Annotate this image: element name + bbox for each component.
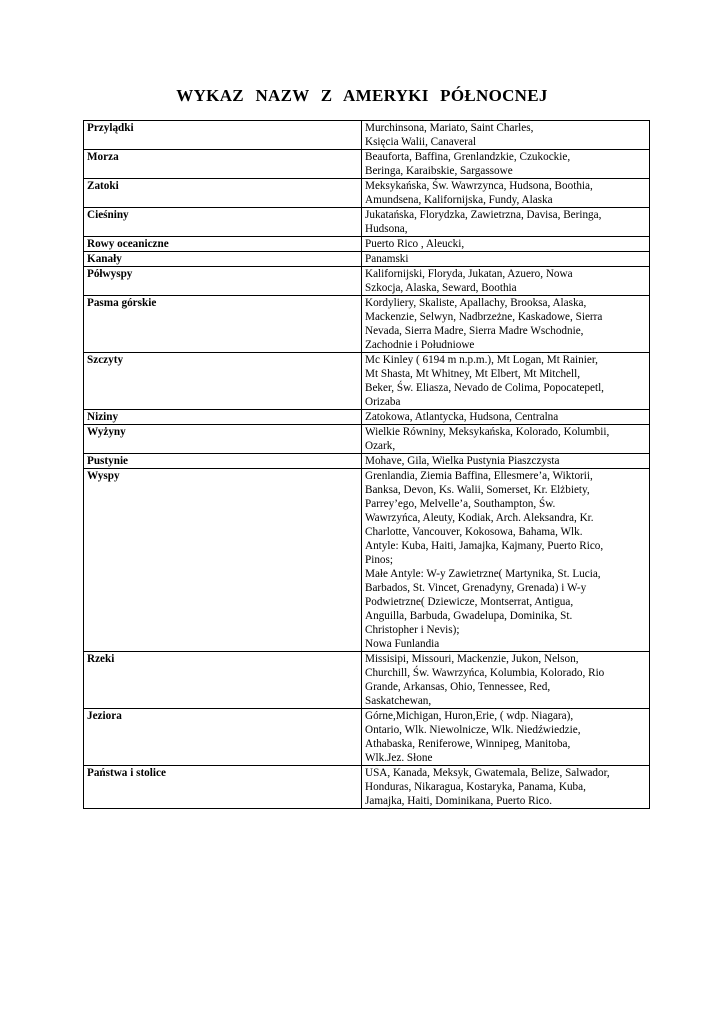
category-cell: Rzeki [84, 652, 362, 709]
names-line: Beker, Św. Eliasza, Nevado de Colima, Popocatepetl, [365, 382, 604, 394]
table-row [84, 296, 650, 353]
names-cell [362, 208, 650, 237]
names-line: Górne,Michigan, Huron,Erie, ( wdp. Niagara), [365, 710, 574, 722]
table-row [84, 237, 650, 252]
names-cell [362, 410, 650, 425]
names-line: Puerto Rico , Aleucki, [365, 238, 465, 250]
names-cell [362, 237, 650, 252]
table-row [84, 252, 650, 267]
names-line: Beauforta, Baffina, Grenlandzkie, Czukockie, [365, 151, 571, 163]
table-row [84, 353, 650, 410]
names-cell [362, 296, 650, 353]
category-cell: Półwyspy [84, 267, 362, 296]
names-line: Grande, Arkansas, Ohio, Tennessee, Red, [365, 681, 551, 693]
names-line: Mohave, Gila, Wielka Pustynia Piaszczysta [365, 455, 560, 467]
names-line: Honduras, Nikaragua, Kostaryka, Panama, Kuba, [365, 781, 586, 793]
table-row [84, 709, 650, 766]
table-row [84, 150, 650, 179]
category-cell: Jeziora [84, 709, 362, 766]
table-row [84, 454, 650, 469]
names-line: Panamski [365, 253, 409, 265]
names-cell [362, 121, 650, 150]
names-line: Banksa, Devon, Ks. Walii, Somerset, Kr. Elżbiety, [365, 484, 590, 496]
table-row [84, 179, 650, 208]
names-line: Hudsona, [365, 223, 408, 235]
names-line: Szkocja, Alaska, Seward, Boothia [365, 282, 517, 294]
category-cell: Pustynie [84, 454, 362, 469]
names-line: Pinos; [365, 554, 393, 566]
category-cell: Rowy oceaniczne [84, 237, 362, 252]
category-cell: Państwa i stolice [84, 766, 362, 809]
names-cell [362, 766, 650, 809]
names-table [83, 120, 650, 809]
names-line: Małe Antyle: W-y Zawietrzne( Martynika, St. Lucia, [365, 568, 601, 580]
table-row [84, 267, 650, 296]
category-cell: Niziny [84, 410, 362, 425]
names-line: Meksykańska, Św. Wawrzynca, Hudsona, Boothia, [365, 180, 593, 192]
table-row [84, 425, 650, 454]
names-line: Grenlandia, Ziemia Baffina, Ellesmere’a, Wiktorii, [365, 470, 593, 482]
category-cell: Przylądki [84, 121, 362, 150]
names-cell [362, 709, 650, 766]
names-line: Barbados, St. Vincet, Grenadyny, Grenada) i W-y [365, 582, 587, 594]
names-line: Athabaska, Reniferowe, Winnipeg, Manitoba, [365, 738, 571, 750]
category-cell: Szczyty [84, 353, 362, 410]
names-line: Saskatchewan, [365, 695, 432, 707]
names-cell [362, 454, 650, 469]
names-line: USA, Kanada, Meksyk, Gwatemala, Belize, Salwador, [365, 767, 610, 779]
names-line: Wlk.Jez. Słone [365, 752, 433, 764]
names-cell [362, 425, 650, 454]
names-line: Wawrzyńca, Aleuty, Kodiak, Arch. Aleksandra, Kr. [365, 512, 594, 524]
table-row [84, 469, 650, 652]
names-line: Mackenzie, Selwyn, Nadbrzeżne, Kaskadowe, Sierra [365, 311, 603, 323]
names-line: Ozark, [365, 440, 396, 452]
table-row [84, 208, 650, 237]
category-cell: Kanały [84, 252, 362, 267]
table-row [84, 766, 650, 809]
page-title: WYKAZ NAZW Z AMERYKI PÓŁNOCNEJ [176, 86, 548, 105]
category-cell: Morza [84, 150, 362, 179]
names-cell [362, 267, 650, 296]
names-line: Mc Kinley ( 6194 m n.p.m.), Mt Logan, Mt Rainier, [365, 354, 598, 366]
names-cell [362, 150, 650, 179]
category-cell: Wyspy [84, 469, 362, 652]
table-row [84, 652, 650, 709]
names-cell [362, 252, 650, 267]
names-line: Księcia Walii, Canaveral [365, 136, 477, 148]
names-line: Murchinsona, Mariato, Saint Charles, [365, 122, 534, 134]
names-line: Charlotte, Vancouver, Kokosowa, Bahama, Wlk. [365, 526, 583, 538]
table-row [84, 410, 650, 425]
category-cell: Pasma górskie [84, 296, 362, 353]
names-line: Jamajka, Haiti, Dominikana, Puerto Rico. [365, 795, 553, 807]
names-line: Churchill, Św. Wawrzyńca, Kolumbia, Kolorado, Rio [365, 667, 605, 679]
names-cell [362, 652, 650, 709]
names-cell [362, 179, 650, 208]
names-line: Parrey’ego, Melvelle’a, Southampton, Św. [365, 498, 556, 510]
names-line: Podwietrzne( Dziewicze, Montserrat, Antigua, [365, 596, 574, 608]
names-line: Ontario, Wlk. Niewolnicze, Wlk. Niedźwiedzie, [365, 724, 581, 736]
names-line: Amundsena, Kalifornijska, Fundy, Alaska [365, 194, 553, 206]
names-line: Kordyliery, Skaliste, Apallachy, Brooksa, Alaska, [365, 297, 587, 309]
category-cell: Wyżyny [84, 425, 362, 454]
names-line: Mt Shasta, Mt Whitney, Mt Elbert, Mt Mitchell, [365, 368, 581, 380]
names-line: Orizaba [365, 396, 401, 408]
names-line: Zatokowa, Atlantycka, Hudsona, Centralna [365, 411, 559, 423]
names-line: Christopher i Nevis); [365, 624, 460, 636]
names-line: Antyle: Kuba, Haiti, Jamajka, Kajmany, Puerto Rico, [365, 540, 604, 552]
names-line: Beringa, Karaibskie, Sargassowe [365, 165, 513, 177]
names-table-body [84, 121, 650, 809]
names-line: Wielkie Równiny, Meksykańska, Kolorado, Kolumbii, [365, 426, 610, 438]
names-line: Kalifornijski, Floryda, Jukatan, Azuero, Nowa [365, 268, 573, 280]
names-line: Nowa Funlandia [365, 638, 440, 650]
names-line: Missisipi, Missouri, Mackenzie, Jukon, Nelson, [365, 653, 579, 665]
names-cell [362, 353, 650, 410]
names-line: Anguilla, Barbuda, Gwadelupa, Dominika, St. [365, 610, 573, 622]
table-row [84, 121, 650, 150]
names-line: Nevada, Sierra Madre, Sierra Madre Wschodnie, [365, 325, 584, 337]
names-line: Zachodnie i Południowe [365, 339, 475, 351]
category-cell: Zatoki [84, 179, 362, 208]
names-line: Jukatańska, Florydzka, Zawietrzna, Davisa, Beringa, [365, 209, 602, 221]
names-cell [362, 469, 650, 652]
category-cell: Cieśniny [84, 208, 362, 237]
